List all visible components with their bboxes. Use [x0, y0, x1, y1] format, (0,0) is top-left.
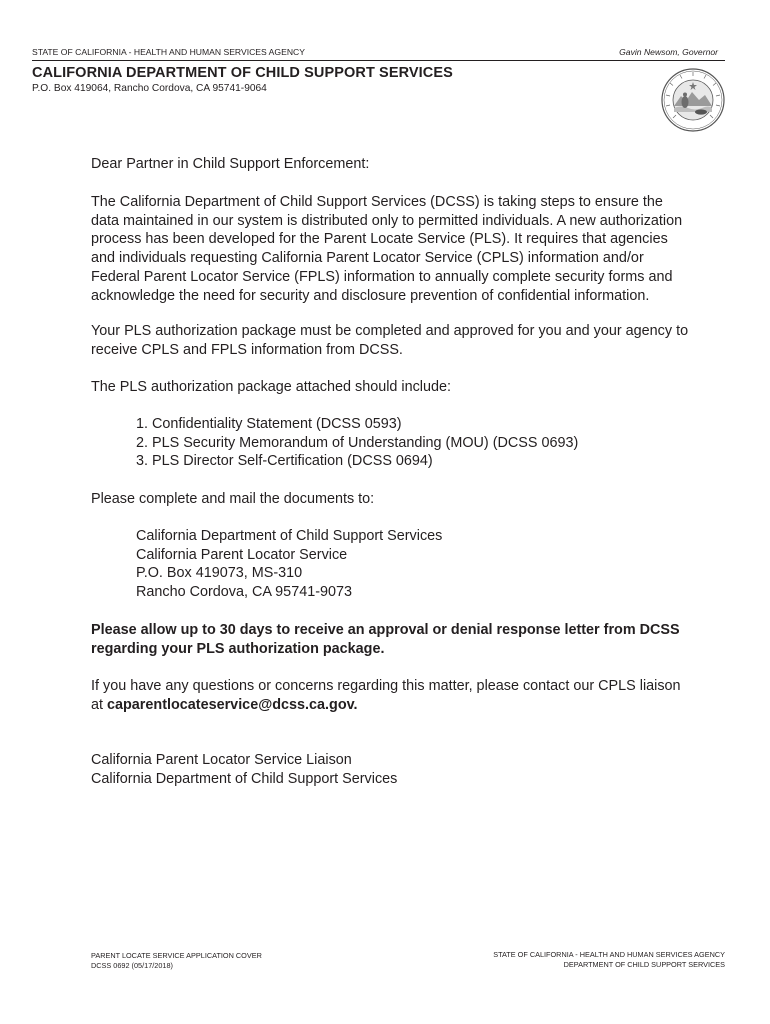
package-paragraph: The PLS authorization package attached should include: — [91, 379, 452, 395]
signoff — [91, 751, 731, 788]
agency-footer — [493, 950, 725, 969]
list-item: 2. PLS Security Memorandum of Understanding (MOU) (DCSS 0693) — [136, 434, 579, 451]
notice-line: regarding your PLS authorization package. — [91, 640, 385, 657]
intro-paragraph — [91, 193, 731, 305]
response-notice — [91, 621, 731, 658]
paragraph-line: Federal Parent Locator Service (FPLS) information to annually complete security forms and — [91, 268, 673, 285]
form-number: DCSS 0692 (05/17/2018) — [91, 960, 173, 970]
approval-paragraph — [91, 322, 731, 359]
address-line: P.O. Box 419073, MS-310 — [136, 565, 303, 582]
mailing-address — [136, 527, 770, 602]
state-seal-icon — [661, 68, 725, 132]
notice-line: Please allow up to 30 days to receive an approval or denial response letter from DCSS — [91, 622, 680, 638]
contact-paragraph — [91, 677, 731, 714]
signoff-line: California Parent Locator Service Liaison — [91, 752, 352, 768]
agency-name: STATE OF CALIFORNIA - HEALTH AND HUMAN SERVICES AGENCY — [32, 47, 305, 57]
address-line: Rancho Cordova, CA 95741-9073 — [136, 584, 353, 601]
header-divider — [32, 60, 725, 61]
paragraph-line: The California Department of Child Support Services (DCSS) is taking steps to ensure the — [91, 194, 663, 210]
address-line: California Department of Child Support Services — [136, 528, 443, 544]
paragraph-line: data maintained in our system is distributed only to permitted individuals. A new authorization — [91, 212, 683, 229]
form-footer — [91, 951, 262, 970]
paragraph-line — [91, 696, 731, 715]
paragraph-line: process has been developed for the Parent Locate Service (PLS). It requires that agencies — [91, 231, 668, 248]
list-item: 3. PLS Director Self-Certification (DCSS 0694) — [136, 453, 433, 470]
agency-header — [32, 47, 718, 59]
list-item: 1. Confidentiality Statement (DCSS 0593) — [136, 416, 402, 432]
footer-agency: STATE OF CALIFORNIA - HEALTH AND HUMAN SERVICES AGENCY — [493, 950, 725, 959]
form-title: PARENT LOCATE SERVICE APPLICATION COVER — [91, 951, 262, 960]
department-address: P.O. Box 419064, Rancho Cordova, CA 95741-9064 — [32, 83, 267, 94]
address-line: California Parent Locator Service — [136, 546, 348, 563]
paragraph-line: If you have any questions or concerns regarding this matter, please contact our CPLS liaison — [91, 678, 681, 694]
paragraph-line: receive CPLS and FPLS information from DCSS. — [91, 341, 403, 358]
contact-email-link[interactable]: caparentlocateservice@dcss.ca.gov. — [107, 696, 358, 713]
contact-prefix: at — [91, 696, 107, 713]
mailing-paragraph: Please complete and mail the documents to: — [91, 491, 375, 507]
salutation: Dear Partner in Child Support Enforcement: — [91, 156, 370, 172]
signoff-line: California Department of Child Support Services — [91, 770, 398, 787]
footer-department: DEPARTMENT OF CHILD SUPPORT SERVICES — [563, 959, 725, 969]
governor-name: Gavin Newsom, Governor — [619, 47, 718, 57]
paragraph-line: Your PLS authorization package must be completed and approved for you and your agency to — [91, 323, 689, 339]
document-list — [136, 415, 770, 471]
paragraph-line: and individuals requesting California Parent Locator Service (CPLS) information and/or — [91, 250, 644, 267]
department-title: CALIFORNIA DEPARTMENT OF CHILD SUPPORT SERVICES — [32, 65, 453, 81]
paragraph-line: acknowledge the need for security and disclosure prevention of confidential information. — [91, 287, 650, 304]
